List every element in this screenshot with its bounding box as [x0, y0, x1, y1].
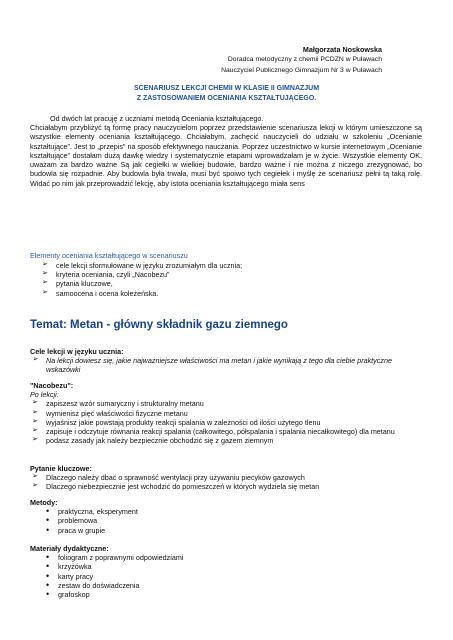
list-item: ➢ Na lekcji dowiesz się, jakie najważniejsze właściwości ma metan i jakie wynikają z tego dla ciebie praktyczne wskazówki [30, 356, 424, 374]
list-item: ➢ wymienisz pięć właściwości fizyczne metanu [30, 409, 424, 418]
list-item: • krzyżówka [30, 562, 424, 571]
list-item: • zestaw do doświadczenia [30, 581, 424, 590]
methods-heading: Metody: [30, 498, 58, 507]
author-school: Nauczyciel Publicznego Gimnazjum Nr 3 w Puławach [221, 66, 382, 74]
author-name: Małgorzata Noskowska [302, 45, 382, 54]
list-item: ➢ podasz zasady jak należy bezpiecznie obchodzić się z gazem ziemnym [30, 436, 424, 445]
list-item: • praktyczna, eksperyment [30, 507, 424, 516]
list-item: ➢ samoocena i ocena koleżeńska. [40, 289, 420, 298]
elements-heading: Elementy oceniania kształtującego w scenariuszu [30, 251, 188, 260]
list-item: ➢ cele lekcji sformułowane w języku zrozumiałym dla ucznia; [40, 261, 420, 270]
intro-paragraph-1: Od dwóch lat pracuję z uczniami metodą Oceniania kształtującego. [50, 114, 264, 123]
goals-list [30, 356, 424, 374]
list-item: • grafoskop [30, 590, 424, 599]
document-title [0, 84, 453, 104]
list-item: • problemowa [30, 516, 424, 525]
materials-list [30, 553, 424, 599]
goals-heading: Cele lekcji w języku ucznia: [30, 347, 124, 356]
list-item: • foliogram z poprawnymi odpowiedziami [30, 553, 424, 562]
title-line-1: SCENARIUSZ LEKCJI CHEMII W KLASIE II GIMNAZJUM [133, 85, 320, 92]
elements-list [40, 261, 420, 298]
list-item: ➢ zapisuje i odczytuje równania reakcji spalania (całkowitego, półspalania i spalania niecałkowitego) dla metanu [30, 427, 424, 436]
title-line-2: Z ZASTOSOWANIEM OCENIANIA KSZTAŁTUJĄCEGO. [136, 95, 317, 103]
author-role: Doradca metodyczny z chemii PCDZN w Puławach [227, 56, 382, 64]
list-item: ➢ pytania kluczowe, [40, 279, 420, 288]
materials-section [30, 544, 424, 599]
key-questions-list [30, 473, 424, 491]
nacobezu-heading: "Nacobezu": [30, 381, 74, 390]
list-item: ➢ zapiszesz wzór sumaryczny i strukturalny metanu [30, 399, 424, 408]
intro-paragraph-2: Chciałabym przybliżyć tą formę pracy nauczycielom poprzez przedstawienie scenariusza lekcji w którym umieszczone są wszystkie elementy oceniania kształtującego. Chciałabym, zachęcić nauczycieli do udziału w szkoleniu „Ocenianie kształtujące”. Jest to „przepis” na sposób efektywnego nauczania. Poprzez uczestnictwo w kursie internetowym „Ocenianie kształtujące” dostałam dużą dawkę wiedzy i systematycznie etapami wprowadzałam je w życie. Wszystkie elementy OK. uważam za bardzo ważne Są jak cegiełki w wielkiej budowie, bardzo ważne i nie można z niczego zrezygnować, bo budowla się rozpadnie. Aby budowla była trwała, musi być spoiwo tych cegiełek i myślę że scenariusz pełni tą taką rolę. Widać po nim jak przeprowadzić lekcję, aby istota oceniania kształtującego miała sens [30, 123, 422, 188]
methods-section [30, 498, 424, 535]
author-header [221, 44, 382, 76]
list-item: ➢ wyjaśnisz jakie powstają produkty reakcji spalania w zależności od ilości użytego tlenu [30, 418, 424, 427]
list-item: ➢ Dlaczego niebezpiecznie jest wchodzić do pomieszczeń w których wydziela się metan [30, 482, 424, 491]
key-questions-heading: Pytanie kluczowe: [30, 464, 92, 473]
materials-heading: Materiały dydaktyczne: [30, 544, 109, 553]
list-item: • karty pracy [30, 572, 424, 581]
list-item: ➢ Dlaczego należy dbać o sprawność wentylacji przy używaniu piecyków gazowych [30, 473, 424, 482]
lesson-topic: Temat: Metan - główny składnik gazu ziemnego [30, 319, 288, 331]
key-questions-section [30, 464, 424, 492]
methods-list [30, 507, 424, 535]
introduction [30, 114, 422, 188]
list-item: ➢ kryteria oceniania, czyli „Nacobezu” [40, 270, 420, 279]
nacobezu-section [30, 381, 424, 446]
nacobezu-list [30, 399, 424, 445]
list-item: • praca w grupie [30, 526, 424, 535]
goals-section [30, 347, 424, 375]
nacobezu-subheading: Po lekcji: [30, 390, 59, 400]
